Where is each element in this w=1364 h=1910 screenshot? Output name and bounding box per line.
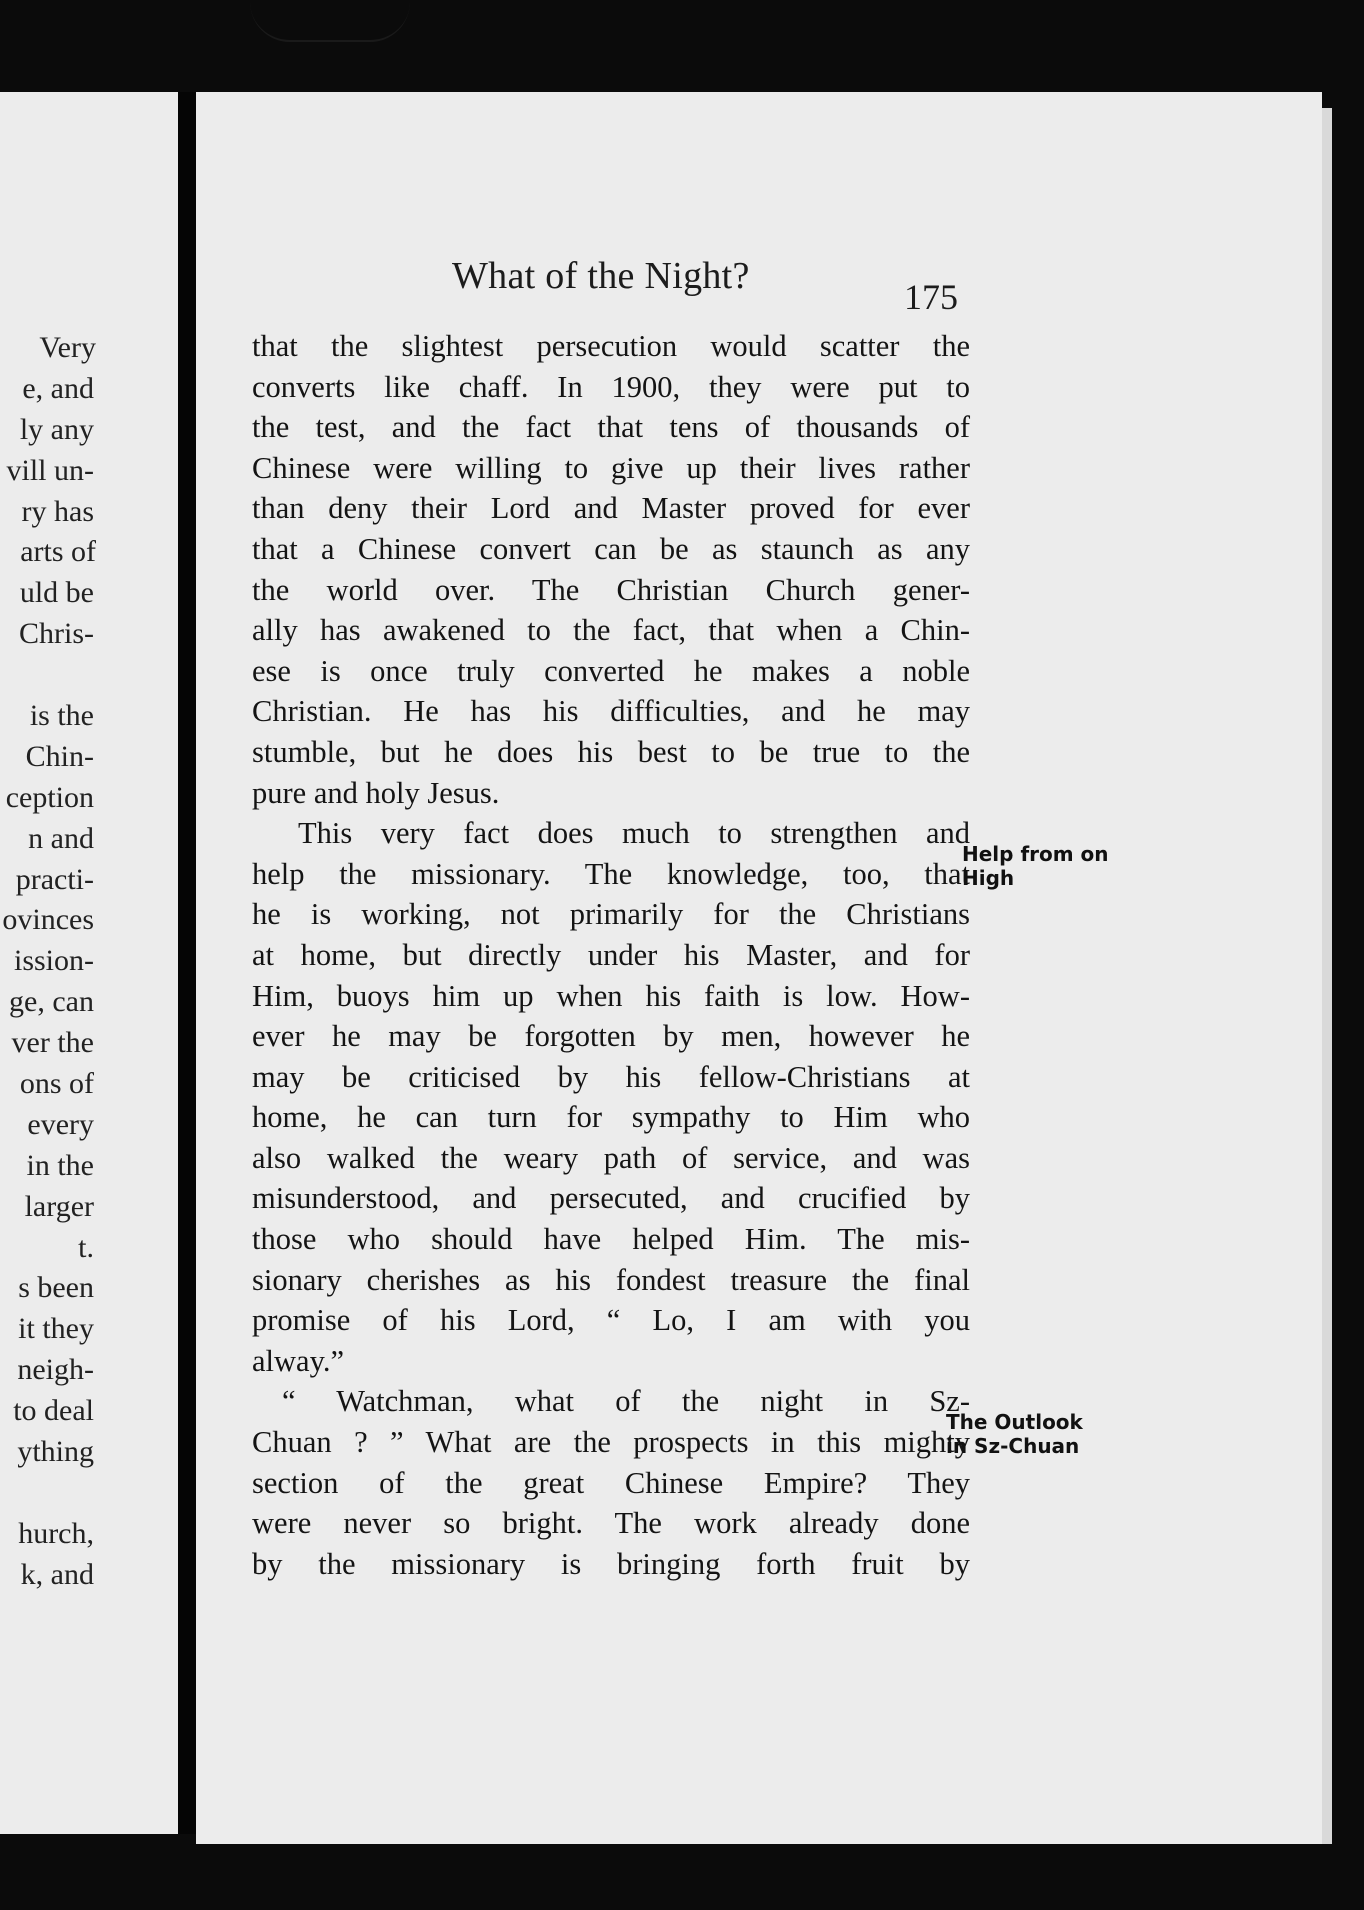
left-line: Chris- [19,617,94,651]
left-line: arts of [20,535,96,569]
text-line: the world over. The Christian Church gener- [252,572,970,607]
margin-note-outlook-sz-chuan [946,1410,1083,1458]
text-line: the test, and the fact that tens of thousands of [252,410,970,445]
margin-note-line: in Sz-Chuan [946,1434,1080,1458]
left-line: hurch, [18,1516,94,1550]
body-text [252,326,970,1584]
left-line [0,655,178,696]
text-line: ever he may be forgotten by men, however he [252,1019,970,1054]
text-line: alway.” [252,1343,345,1378]
text-line: ese is once truly converted he makes a noble [252,653,970,688]
text-line: than deny their Lord and Master proved for ever [252,491,970,526]
left-line: ission- [13,944,94,978]
left-line: uld be [19,576,94,610]
page-number: 175 [904,277,958,317]
text-line: misunderstood, and persecuted, and crucified by [252,1181,970,1216]
text-line: section of the great Chinese Empire? They [252,1465,970,1500]
left-line: ons of [19,1067,94,1101]
left-line: neigh- [17,1353,94,1387]
left-line: Very [39,331,96,364]
text-line: Christian. He has his difficulties, and he may [252,694,970,729]
text-line: Him, buoys him up when his faith is low. How- [252,978,970,1013]
scan-artifact [250,0,410,42]
left-line: Chin- [25,739,94,773]
text-line: that the slightest persecution would scatter the [252,329,970,363]
text-line: by the missionary is bringing forth fruit by [252,1546,970,1581]
text-line: at home, but directly under his Master, and for [252,937,970,972]
text-line: pure and holy Jesus. [252,775,500,810]
book-gutter [178,92,196,1834]
left-line: to deal [13,1394,94,1428]
left-line: vill un- [6,453,94,487]
left-line: is the [29,699,94,733]
left-line: ge, can [9,985,94,1019]
text-line: that a Chinese convert can be as staunch as any [252,531,970,566]
text-line: may be criticised by his fellow-Christians at [252,1059,970,1094]
left-line: larger [24,1189,94,1223]
left-line: k, and [20,1557,94,1591]
left-line: e, and [22,371,94,405]
text-line: Chinese were willing to give up their lives rather [252,450,970,485]
left-line: s been [18,1271,94,1305]
text-line: converts like chaff. In 1900, they were put to [252,369,970,404]
left-line: ovinces [2,903,94,937]
left-page-fragment [0,92,178,1834]
text-line: he is working, not primarily for the Christians [252,897,970,932]
margin-note-line: The Outlook [946,1410,1083,1434]
left-line: ly any [19,412,94,446]
text-line: those who should have helped Him. The mis- [252,1222,970,1257]
text-line: “ Watchman, what of the night in Sz- [282,1384,970,1419]
left-line: ry has [21,494,94,528]
text-line: sionary cherishes as his fondest treasure the final [252,1262,970,1297]
text-line: home, he can turn for sympathy to Him who [252,1100,970,1135]
margin-note-line: Help from on [962,842,1109,866]
left-line: t. [78,1230,94,1264]
left-line: it they [18,1312,94,1346]
text-line: were never so bright. The work already done [252,1506,970,1541]
margin-note-line: High [962,866,1015,890]
margin-note-help-from-on-high [962,842,1109,890]
text-line: ally has awakened to the fact, that when a Chin- [252,613,970,648]
text-line: Chuan ? ” What are the prospects in this mighty [252,1425,970,1460]
left-line: n and [28,821,94,855]
text-line: also walked the weary path of service, and was [252,1140,970,1175]
left-line: ything [17,1435,94,1469]
left-line: in the [26,1148,94,1182]
text-line: This very fact does much to strengthen and [298,816,970,851]
text-line: help the missionary. The knowledge, too, that [252,856,970,891]
left-page-lines [0,328,178,1596]
left-line: ception [5,780,94,814]
page-edge [1322,108,1332,1844]
left-line: practi- [15,862,94,896]
running-title: What of the Night? [452,255,750,297]
left-line [0,1473,178,1514]
text-line: promise of his Lord, “ Lo, I am with you [252,1303,970,1338]
left-line: ver the [11,1026,94,1060]
left-line: every [27,1107,94,1141]
text-line: stumble, but he does his best to be true to the [252,734,970,769]
